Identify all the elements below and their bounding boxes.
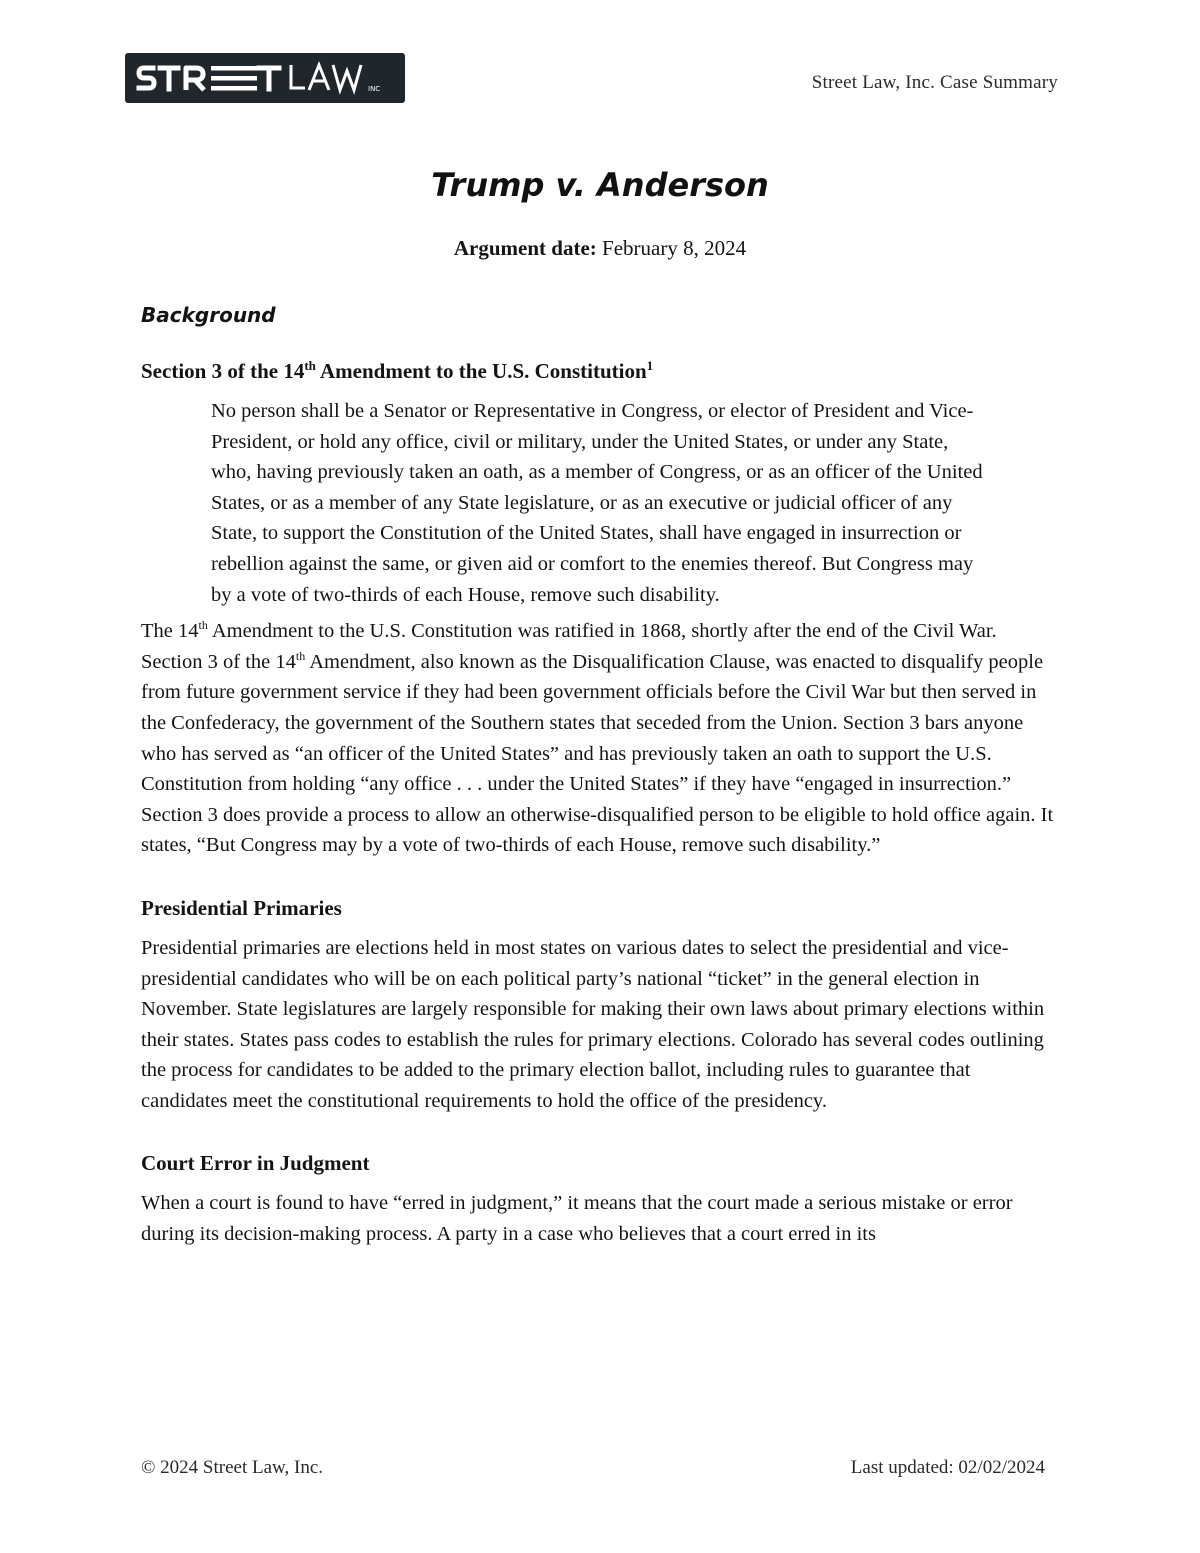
street-law-logo — [125, 53, 405, 103]
primaries-paragraph: Presidential primaries are elections held in most states on various dates to select the presidential and vice-presidential candidates who will be on each political party’s national “ticket” in the general election in November. State legislatures are largely responsible for making their own laws about primary elections within their states. States pass codes to establish the rules for primary elections. Colorado has several codes outlining the process for candidates to be added to the primary election ballot, including rules to guarantee that candidates meet the constitutional requirements to hold the office of the presidency. — [141, 936, 1045, 1112]
amendment-quote: No person shall be a Senator or Representative in Congress, or elector of President and Vice-President, or hold any office, civil or military, under the United States, or under any State, who, having previously taken an oath, as a member of Congress, or as an officer of the United States, or as a member of any State legislature, or as an executive or judicial officer of any State, to support the Constitution of the United States, shall have engaged in insurrection or rebellion against the same, or given aid or comfort to the enemies thereof. But Congress may by a vote of two-thirds of each House, remove such disability. — [211, 400, 983, 606]
section3-heading-sup: th — [304, 358, 316, 373]
footer-last-updated: Last updated: 02/02/2024 — [850, 1457, 1045, 1478]
footnote-marker: 1 — [646, 358, 654, 373]
para-text-1: The 14 — [141, 620, 199, 643]
primaries-heading: Presidential Primaries — [141, 895, 342, 920]
para-text-2: Amendment to the U.S. Constitution was ratified in 1868, shortly after the end of the Civil War. Section 3 of the 14 — [141, 620, 997, 673]
section3-heading-text-2: Amendment to the U.S. Constitution — [315, 359, 647, 383]
svg-text:INC: INC — [368, 85, 381, 93]
header-doc-label: Street Law, Inc. Case Summary — [811, 72, 1058, 93]
argument-date-label: Argument date: — [453, 236, 597, 260]
para-sup-2: th — [295, 648, 306, 663]
court-error-paragraph: When a court is found to have “erred in judgment,” it means that the court made a serious mistake or error during its decision-making process. A party in a case who believes that a court erred in its — [141, 1192, 1013, 1246]
court-error-heading: Court Error in Judgment — [141, 1151, 370, 1176]
argument-date-value: February 8, 2024 — [602, 236, 747, 260]
para-text-3: Amendment, also known as the Disqualification Clause, was enacted to disqualify people from future government service if they had been government officials before the Civil War but then served in the Confederacy, the government of the Southern states that seceded from the Union. Section 3 bars anyone who has served as “an officer of the United States” and has previously taken an oath to support the U.S. Constitution from holding “any office . . . under the United States” if they have “engaged in insurrection.” Section 3 does provide a process to allow an otherwise-disqualified person to be eligible to hold office again. It states, “But Congress may by a vote of two-thirds of each House, remove such disability.” — [141, 650, 1054, 857]
para-sup-1: th — [198, 618, 208, 633]
page-title: Trump v. Anderson — [431, 166, 769, 204]
background-paragraph — [141, 616, 1061, 861]
main-content — [141, 300, 1061, 1250]
background-heading: Background — [141, 303, 276, 327]
section3-heading — [141, 356, 1061, 386]
argument-date — [0, 236, 1200, 261]
footer-copyright: © 2024 Street Law, Inc. — [141, 1457, 324, 1478]
section3-heading-text: Section 3 of the 14 — [141, 359, 305, 383]
